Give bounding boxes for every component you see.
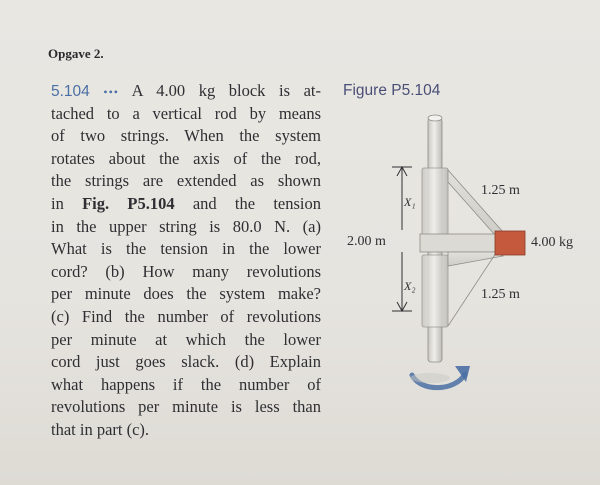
problem-text-segment: and the tension bbox=[192, 193, 321, 213]
difficulty-dots: ••• bbox=[103, 85, 119, 99]
figure-reference: Fig. P5.104 bbox=[82, 193, 175, 213]
problem-text-line: A 4.00 kg block is at- bbox=[131, 81, 321, 100]
block bbox=[495, 231, 525, 255]
lower-string-length: 1.25 m bbox=[481, 287, 520, 302]
x1-label: X₁ bbox=[404, 195, 416, 209]
assignment-heading: Opgave 2. bbox=[48, 46, 104, 61]
middle-connector bbox=[420, 234, 496, 252]
problem-line-16: that in part (c). bbox=[51, 419, 150, 439]
problem-line-15: revolutions per minute is less than bbox=[51, 397, 321, 417]
problem-line-2: tached to a vertical rod by means bbox=[51, 103, 321, 123]
problem-line-14: what happens if the number of bbox=[51, 374, 321, 394]
problem-line-5: the strings are extended as shown bbox=[51, 171, 321, 191]
problem-line-4: rotates about the axis of the rod, bbox=[51, 148, 321, 168]
problem-line-7: in the upper string is 80.0 N. (a) bbox=[51, 216, 321, 236]
problem-line-12: per minute at which the lower bbox=[51, 329, 321, 349]
upper-collar bbox=[422, 168, 448, 240]
rotation-arrow-icon bbox=[410, 366, 470, 388]
mass-label: 4.00 kg bbox=[531, 235, 573, 250]
problem-line-9: cord? (b) How many revolutions bbox=[51, 261, 321, 281]
x2-label: X₂ bbox=[404, 279, 416, 293]
problem-text-segment: in bbox=[51, 193, 64, 213]
lower-collar bbox=[422, 255, 448, 327]
problem-line-8: What is the tension in the lower bbox=[51, 239, 321, 259]
problem-number: 5.104 bbox=[51, 83, 90, 100]
problem-line-13: cord just goes slack. (d) Explain bbox=[51, 352, 321, 372]
problem-line-10: per minute does the system make? bbox=[51, 284, 321, 304]
upper-string-length: 1.25 m bbox=[481, 183, 520, 198]
problem-line-3: of two strings. When the system bbox=[51, 126, 321, 146]
figure-title: Figure P5.104 bbox=[343, 82, 441, 99]
separation-length: 2.00 m bbox=[347, 234, 386, 249]
upper-string bbox=[448, 170, 503, 235]
problem-line-11: (c) Find the number of revolutions bbox=[51, 306, 321, 326]
